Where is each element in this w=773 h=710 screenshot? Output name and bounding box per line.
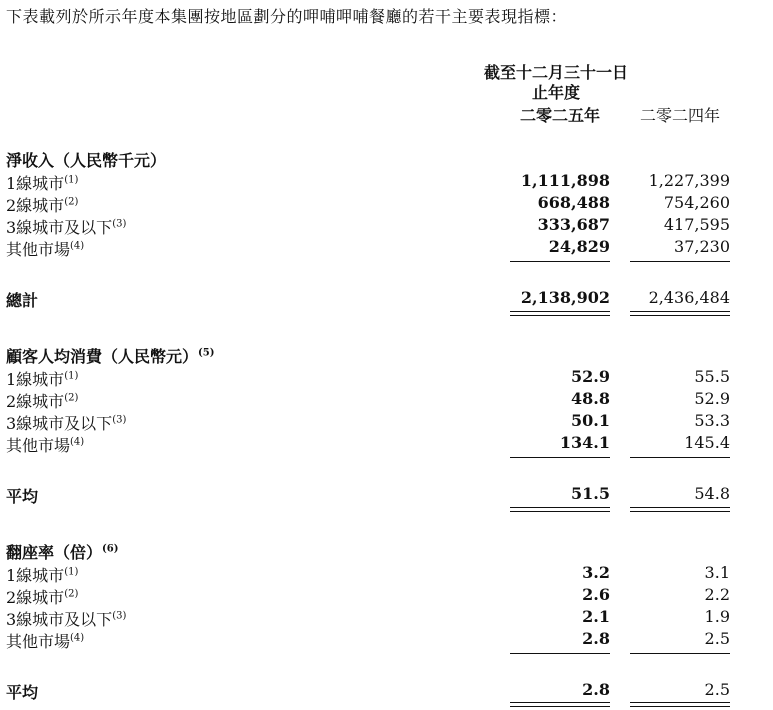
table-row xyxy=(0,629,773,651)
value-2025: 52.9 xyxy=(571,367,610,386)
period-header-line2: 止年度 xyxy=(531,83,580,102)
subtotal-rule xyxy=(630,457,730,458)
value-2025: 2.1 xyxy=(582,607,610,626)
period-header-line1: 截至十二月三十一日 xyxy=(483,63,628,82)
row-label: 3線城市及以下$^{(3)}$ xyxy=(6,414,127,433)
subtotal-rule xyxy=(510,653,610,654)
row-label: 2線城市$^{(2)}$ xyxy=(6,588,79,607)
value-2024: 37,230 xyxy=(674,237,730,256)
total-row xyxy=(0,288,773,310)
table-row xyxy=(0,563,773,585)
value-2025: 1,111,898 xyxy=(520,171,610,190)
value-2024: 3.1 xyxy=(704,563,730,582)
total-value-2025: 2.8 xyxy=(582,680,610,699)
value-2024: 145.4 xyxy=(684,433,730,452)
intro-text: 下表載列於所示年度本集團按地區劃分的呷哺呷哺餐廳的若干主要表現指標： xyxy=(6,7,568,26)
row-label: 3線城市及以下$^{(3)}$ xyxy=(6,218,127,237)
table-row xyxy=(0,585,773,607)
table-row xyxy=(0,607,773,629)
value-2025: 134.1 xyxy=(559,433,610,452)
year-2024-header: 二零二四年 xyxy=(639,106,720,125)
total-value-2025: 2,138,902 xyxy=(520,288,610,307)
row-label: 2線城市$^{(2)}$ xyxy=(6,196,79,215)
section-title: 顧客人均消費（人民幣元） xyxy=(6,347,199,366)
section-title-spending xyxy=(6,344,214,367)
total-double-rule xyxy=(510,507,610,512)
row-label: 2線城市$^{(2)}$ xyxy=(6,392,79,411)
row-label: 1線城市$^{(1)}$ xyxy=(6,370,79,389)
section-title-net-revenue xyxy=(6,148,166,171)
value-2024: 1.9 xyxy=(704,607,730,626)
table-row xyxy=(0,389,773,411)
total-value-2024: 2,436,484 xyxy=(648,288,730,307)
total-row xyxy=(0,680,773,702)
section-title: 翻座率（倍） xyxy=(6,543,103,562)
value-2025: 50.1 xyxy=(571,411,610,430)
total-double-rule xyxy=(630,702,730,707)
row-label: 其他市場$^{(4)}$ xyxy=(6,240,85,259)
value-2024: 417,595 xyxy=(663,215,730,234)
subtotal-rule xyxy=(510,261,610,262)
value-2024: 53.3 xyxy=(694,411,730,430)
section-title-turnover xyxy=(6,540,118,563)
row-label: 其他市場$^{(4)}$ xyxy=(6,632,85,651)
year-2025-header: 二零二五年 xyxy=(519,106,600,125)
total-label: 平均 xyxy=(6,487,39,506)
value-2024: 2.2 xyxy=(704,585,730,604)
total-value-2024: 54.8 xyxy=(694,484,730,503)
total-label: 總計 xyxy=(6,291,39,310)
total-value-2024: 2.5 xyxy=(704,680,730,699)
value-2024: 1,227,399 xyxy=(648,171,730,190)
row-label: 1線城市$^{(1)}$ xyxy=(6,174,79,193)
value-2024: 2.5 xyxy=(704,629,730,648)
table-row xyxy=(0,193,773,215)
total-row xyxy=(0,484,773,506)
section-title: 淨收入（人民幣千元） xyxy=(6,151,167,170)
table-row xyxy=(0,171,773,193)
subtotal-rule xyxy=(510,457,610,458)
subtotal-rule xyxy=(630,261,730,262)
total-double-rule xyxy=(510,702,610,707)
table-row xyxy=(0,237,773,259)
section-note: (5) xyxy=(198,347,215,359)
total-value-2025: 51.5 xyxy=(571,484,610,503)
value-2025: 3.2 xyxy=(582,563,610,582)
section-note: (6) xyxy=(102,543,119,555)
value-2025: 24,829 xyxy=(548,237,610,256)
value-2025: 668,488 xyxy=(537,193,610,212)
value-2025: 48.8 xyxy=(571,389,610,408)
total-double-rule xyxy=(630,311,730,316)
value-2024: 55.5 xyxy=(694,367,730,386)
total-label: 平均 xyxy=(6,683,39,702)
table-row xyxy=(0,433,773,455)
total-double-rule xyxy=(510,311,610,316)
total-double-rule xyxy=(630,507,730,512)
subtotal-rule xyxy=(630,653,730,654)
row-label: 1線城市$^{(1)}$ xyxy=(6,566,79,585)
table-row xyxy=(0,367,773,389)
table-row xyxy=(0,215,773,237)
row-label: 其他市場$^{(4)}$ xyxy=(6,436,85,455)
row-label: 3線城市及以下$^{(3)}$ xyxy=(6,610,127,629)
value-2024: 52.9 xyxy=(694,389,730,408)
value-2025: 2.8 xyxy=(582,629,610,648)
value-2025: 2.6 xyxy=(582,585,610,604)
table-row xyxy=(0,411,773,433)
value-2024: 754,260 xyxy=(663,193,730,212)
value-2025: 333,687 xyxy=(537,215,610,234)
